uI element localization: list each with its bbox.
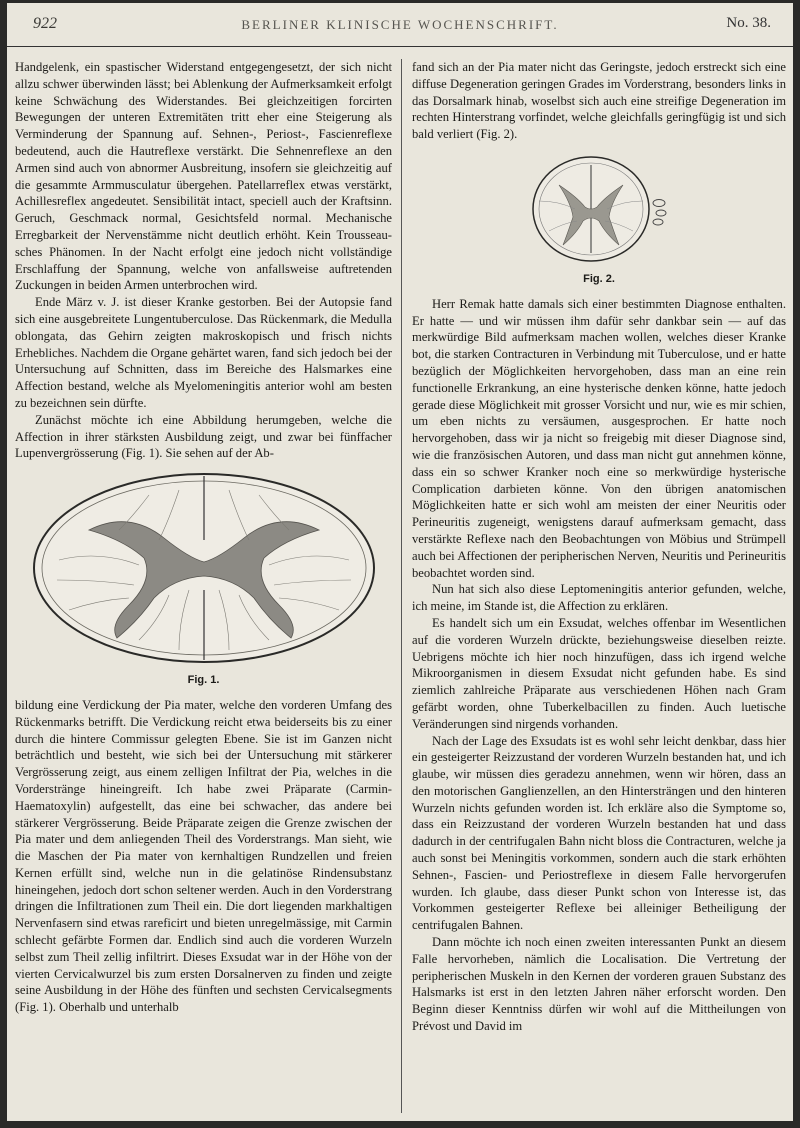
page-header — [7, 3, 793, 43]
left-column — [15, 59, 392, 1016]
column-divider — [401, 59, 402, 1113]
figure-2 — [412, 151, 786, 288]
figure-2-caption: Fig. 2. — [583, 272, 615, 285]
spinal-cord-section-illustration — [29, 470, 379, 670]
figure-1-caption: Fig. 1. — [187, 674, 220, 687]
newspaper-page — [7, 3, 793, 1121]
paragraph: Es handelt sich um ein Exsudat, welches offenbar im Wesentlichen auf die vorderen Wurzeln drückte, beziehungsweise dieselben reizte. Uebrigens möchte ich hier noch hinzufügen, dass ich irgend welche Mikroorganismen in diesem Exsudat nicht gefunden habe. Es sind ziemlich zahlreiche Präparate aus verschiedenen Höhen nach Gram gefärbt worden, ohne Tuberkelbacillen zu finden. Auch luetische Veränderungen sind nirgends vorhanden. — [412, 615, 786, 731]
paragraph: Handgelenk, ein spastischer Widerstand entgegengesetzt, der sich nicht allzu schwer überwinden lässt; bei Ablenkung der Aufmerksamkeit erfolgt keine Schwächung des Widerstandes. Bei gleichzeitigen forcirten Bewegungen der unteren Extremitäten tritt eher eine Steigerung als Verminderung der Spannung auf. Sehnen-, Periost-, Fascienreflexe bedeutend, auch die Hautreflexe verstärkt. Die Sehnenreflexe an den Armen sind auch von abnormer Ausbreitung, insofern sie gleichzeitig auf die gesammte Armmusculatur übergehen. Patellarreflex etwas verstärkt, Achillesreflex angedeutet. Sensibilität intact, speciell auch der Kraftsinn. Geruch, Geschmack normal, Gesichtsfeld normal. Mechanische Erregbarkeit der Nervenstämme nicht deutlich erhöht. Kein Trousseau-sches Phänomen. In der Nacht erfolgt eine jedoch nicht vollständige Erschlaffung der Spannung, welche von anfallsweise auftretenden Zuckungen in beiden Armen unterbrochen wird. — [15, 60, 392, 293]
page-number: 922 — [33, 15, 57, 32]
paragraph: Ende März v. J. ist dieser Kranke gestorben. Bei der Autopsie fand sich eine ausgebreitete Lungentuberculose. Das Rückenmark, die Medulla oblongata, das Gehirn zeigten makroskopisch und frisch nichts Erhebliches. Nachdem die Organe gehärtet waren, fand sich jedoch bei der Untersuchung auf Schnitten, dass im Bereiche des Halsmarkes eine Affection bestand, welche als Myelomeningitis anterior wohl am besten zu bezeichnen sein dürfte. — [15, 295, 392, 410]
paragraph: fand sich an der Pia mater nicht das Geringste, jedoch erstreckt sich eine diffuse Degeneration geringen Grades im Vorderstrang, besonders links in das Dorsalmark hinab, woselbst sich auch eine streifige Degeneration im rechten Hinterstrang vorfindet, welche gleichfalls geringfügig ist und sich bald verliert (Fig. 2). — [412, 60, 786, 142]
paragraph: Nun hat sich also diese Leptomeningitis anterior gefunden, welche, ich meine, im Stande ist, die Affection zu erklären. — [412, 582, 786, 614]
issue-number: No. 38. — [726, 15, 771, 31]
paragraph: Herr Remak hatte damals sich einer bestimmten Diagnose enthalten. Er hatte — und wir müssen ihm dafür sehr dankbar sein — auf das merkwürdige Bild aufmerksam machen wollen, welches dieser Kranke bot, die starken Contracturen in Verbindung mit Tuberculose, und er hatte bezüglich der Möglichkeiten hervorgehoben, dass man an eine rein functionelle Erkrankung, an eine hysterische denken könne, hatte jedoch gerade diese Möglichkeit mit grosser Vorsicht und nur, wie es mir schien, um eben nichts zu versäumen, ausgesprochen. Er hatte noch hervorgehoben, dass wir ja nicht so freigebig mit dieser Diagnose sind, wie die französischen Autoren, und dass man nicht gut annehmen könne, dass ein so schwer Kranker noch eine so merkwürdige hysterische Complication darbieten könne. Von den übrigen anatomischen Möglichkeiten hatte er sich wohl am meisten der einer Neuritis oder Perineuritis zugeneigt, wenigstens darauf aufmerksam gemacht, dass verstärkte Reflexe nach den Beobachtungen von Möbius und Strümpell auch bei Affectionen der peripherischen Nerven, Neuritis und Perineuritis beobachtet worden sind. — [412, 296, 786, 580]
paragraph: Nach der Lage des Exsudats ist es wohl sehr leicht denkbar, dass hier ein gesteigerter Reizzustand der vorderen Wurzeln bestanden hat, und ich glaube, wir müssen dies geradezu annehmen, wenn wir hören, dass an den motorischen Ganglienzellen, an den Hintersträngen und den hinteren Wurzeln nichts gefunden worden ist. Ich erkläre also die Symptome so, dass ein Reizzustand der vorderen Wurzeln bestanden hat und dass dadurch in der centrifugalen Bahn nicht bloss die Contracturen, welche ja auch sonst bei Meningitis vorkommen, sondern auch die stark erhöhten Sehnen-, Fascien- und Periostreflexe in diesem Falle hervorgerufen wurden. Ich glaube, dass dieser Punkt schon von Interesse ist, das Vorkommen gesteigerter Reflexe bei alleiniger Betheiligung der centrifugalen Bahnen. — [412, 733, 786, 933]
paragraph: Zunächst möchte ich eine Abbildung herumgeben, welche die Affection in ihrer stärksten Ausbildung zeigt, und zwar bei fünffacher Lupenvergrösserung (Fig. 1). Sie sehen auf der Ab- — [15, 412, 392, 461]
running-title: BERLINER KLINISCHE WOCHENSCHRIFT. — [241, 17, 559, 32]
spinal-cord-cross-section-illustration — [519, 151, 679, 269]
paragraph: bildung eine Verdickung der Pia mater, welche den vorderen Umfang des Rückenmarks betrifft. Die Verdickung reicht etwa beiderseits bis zu einer durch die hintere Commissur gelegten Ebene. Sie ist im Ganzen nicht beträchtlich und besteht, wie sich bei der Untersuchung mit stärkerer Vergrösserung zeigt, aus einem zelligen Infiltrat der Pia, welches in die Vorderstränge hineingreift. Ich habe zwei Präparate (Carmin-Haematoxylin) aufgestellt, das eine bei schwacher, das andere bei stärkerer Vergrösserung. Beide Präparate zeigen die Grenze zwischen der Pia mater und dem anliegenden Theil des Vorderstrangs. Man sieht, wie die Maschen der Pia mater von kernhaltigen Rundzellen und freien Kernen erfüllt sind, welche nun in die gelatinöse Rindensubstanz hineingehen, jedoch dort schon seltener werden. Auch in den Vorderstrang dringen die Infiltrationen zum Theil ein. Die dort liegenden markhaltigen Nervenfasern sind etwas rareficirt und bieten unregelmässige, mit Carmin schlecht gefärbte Formen dar. Endlich sind auch die vorderen Wurzeln selbst zum Theil zellig infiltrirt. Dieses Exsudat war in der Höhe von der vierten Cervicalwurzel bis zum ersten Dorsalnerven zu finden und zeigte seine Ausbildung in der Höhe des fünften und sechsten Cervicalsegments (Fig. 1). Oberhalb und unterhalb — [15, 697, 392, 1015]
paragraph: Dann möchte ich noch einen zweiten interessanten Punkt an diesem Falle hervorheben, nämlich die Localisation. Die Vertretung der peripherischen Muskeln in den Kernen der vorderen grauen Substanz des Halsmarks ist erst in den letzten Jahren näher erforscht worden. Den Beginn dieser Kenntniss dürfen wir wohl auf die Mittheilungen von Prévost und David im — [412, 935, 786, 1034]
figure-1 — [15, 470, 392, 689]
right-column — [412, 59, 786, 1035]
header-rule — [7, 46, 793, 47]
